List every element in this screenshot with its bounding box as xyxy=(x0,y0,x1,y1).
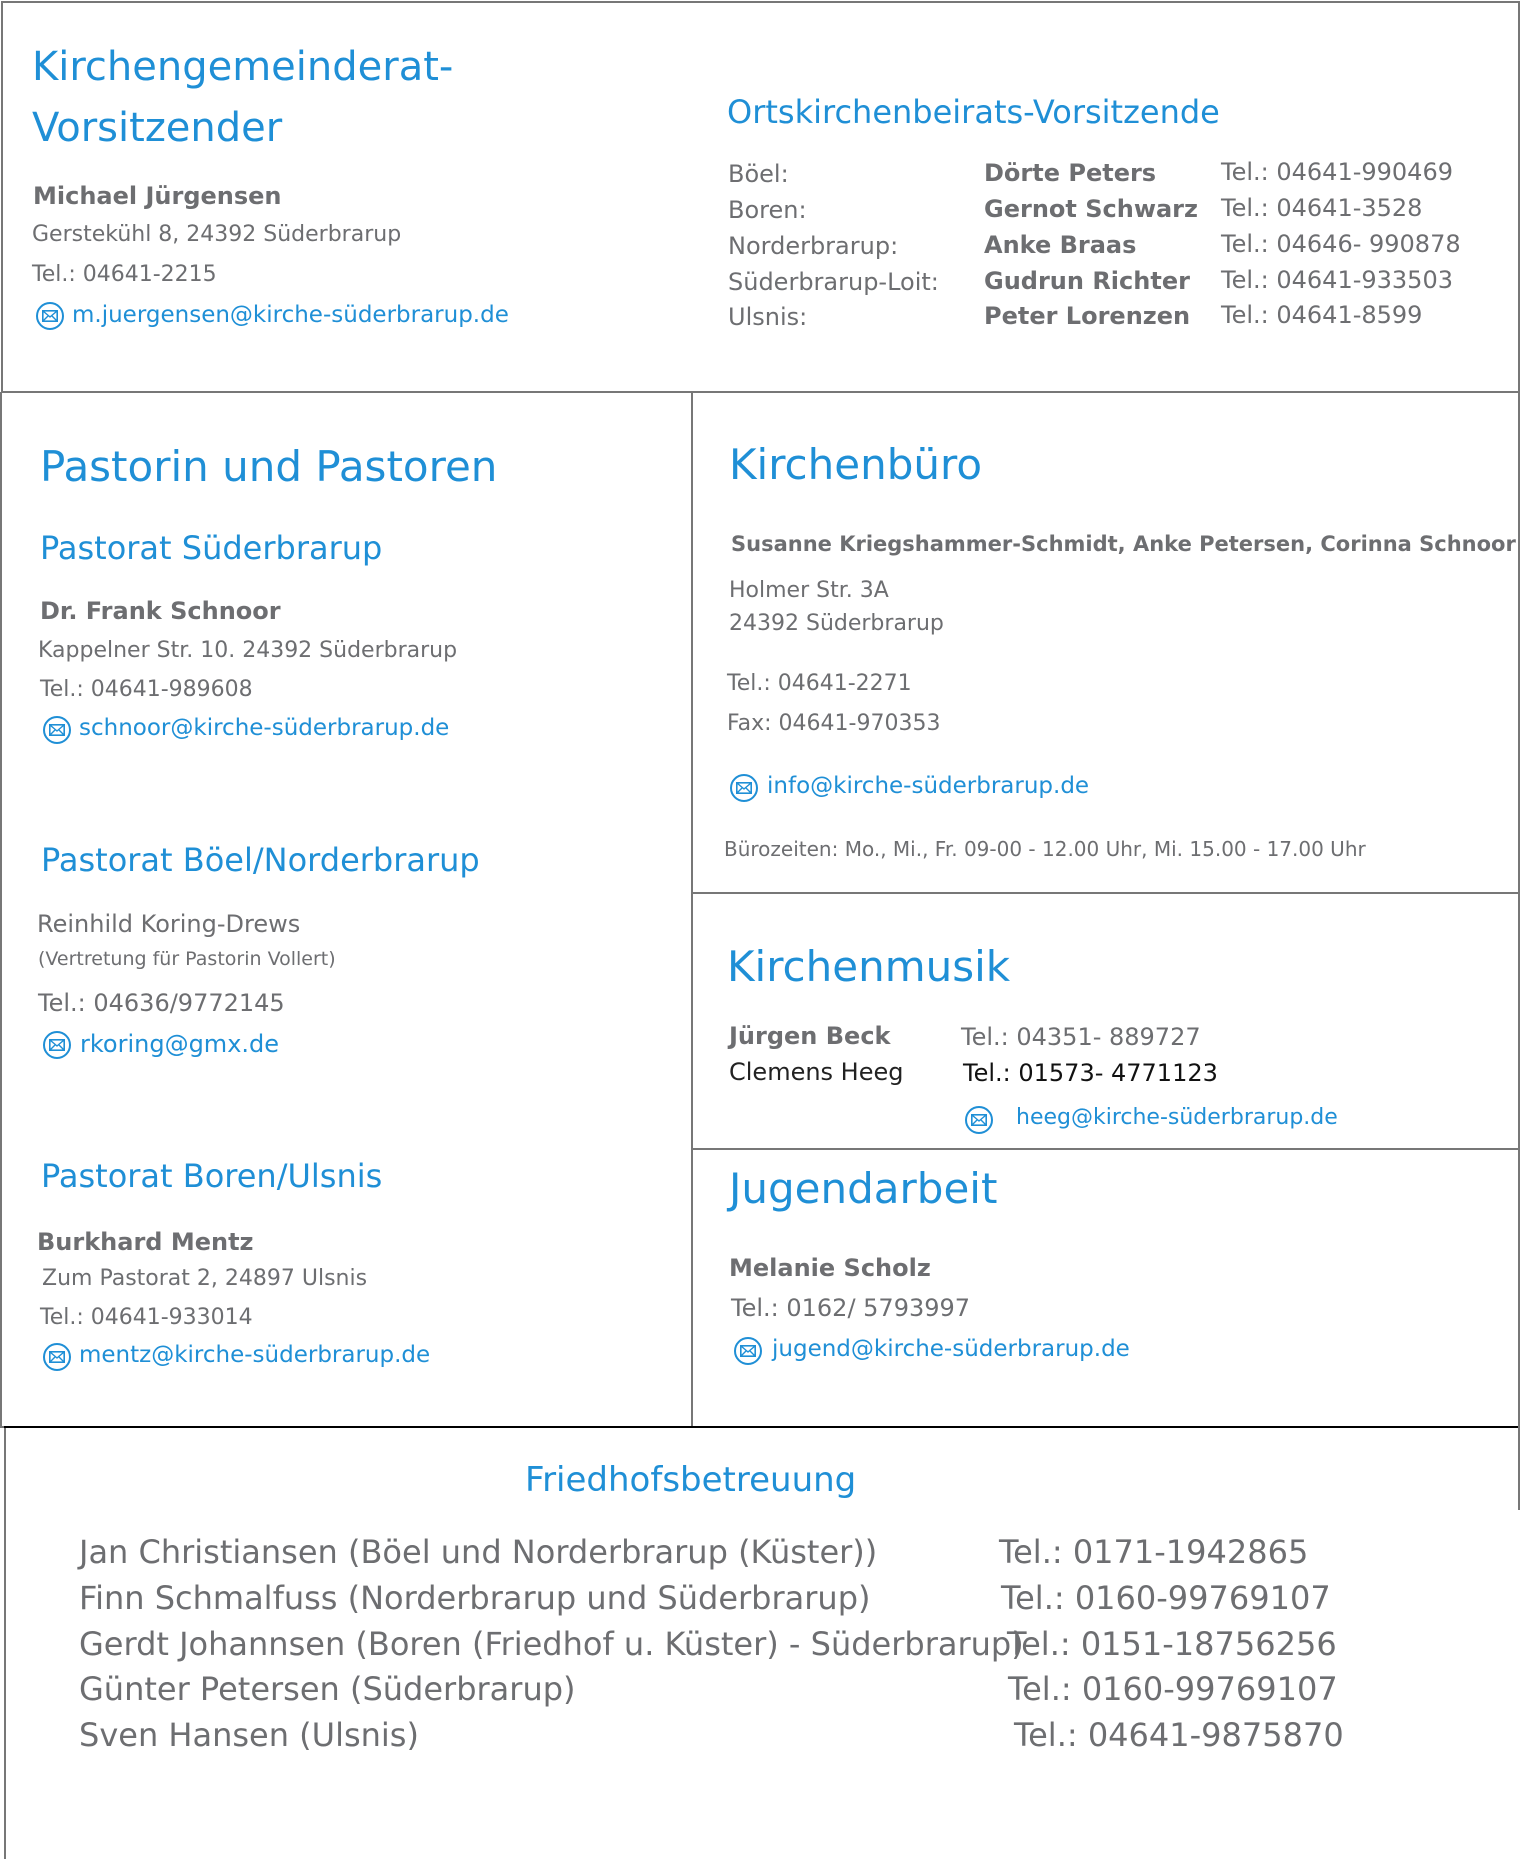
friedhof-title: Friedhofsbetreuung xyxy=(525,1460,857,1500)
jugend-name: Melanie Scholz xyxy=(729,1254,931,1282)
pastorat-suederbrarup-title: Pastorat Süderbrarup xyxy=(40,529,383,567)
okb-place-suederbrarup-loit: Süderbrarup-Loit: xyxy=(728,268,939,296)
pastorat-boren-title: Pastorat Boren/Ulsnis xyxy=(41,1157,383,1195)
kgr-title-line1: Kirchengemeinderat- xyxy=(32,44,454,90)
pastor-boel-note: (Vertretung für Pastorin Vollert) xyxy=(38,948,336,970)
musik-p2-name: Clemens Heeg xyxy=(729,1058,904,1086)
pastorat-boel-title: Pastorat Böel/Norderbrarup xyxy=(41,841,480,879)
jugend-email-link[interactable]: jugend@kirche-süderbrarup.de xyxy=(772,1336,1130,1362)
friedhof-name-2: Finn Schmalfuss (Norderbrarup und Süderbrarup) xyxy=(79,1579,871,1617)
friedhof-right-border xyxy=(1518,1426,1520,1510)
okb-name-norderbrarup: Anke Braas xyxy=(984,231,1137,259)
kgr-email-link[interactable]: m.juergensen@kirche-süderbrarup.de xyxy=(72,302,509,328)
friedhof-phone-5: Tel.: 04641-9875870 xyxy=(1014,1716,1344,1754)
kgr-name: Michael Jürgensen xyxy=(33,182,282,210)
friedhof-phone-1: Tel.: 0171-1942865 xyxy=(999,1533,1309,1571)
buero-names: Susanne Kriegshammer-Schmidt, Anke Petersen, Corinna Schnoor xyxy=(731,532,1516,556)
friedhof-phone-2: Tel.: 0160-99769107 xyxy=(1001,1579,1331,1617)
pastor-suederbrarup-email-link[interactable]: schnoor@kirche-süderbrarup.de xyxy=(79,715,450,741)
mail-icon xyxy=(43,716,71,744)
kgr-phone: Tel.: 04641-2215 xyxy=(32,262,217,287)
friedhof-name-5: Sven Hansen (Ulsnis) xyxy=(79,1716,419,1754)
mail-icon xyxy=(965,1106,993,1134)
mail-icon xyxy=(43,1343,71,1371)
mail-icon xyxy=(43,1031,71,1059)
pastor-suederbrarup-name: Dr. Frank Schnoor xyxy=(40,597,281,625)
okb-name-suederbrarup-loit: Gudrun Richter xyxy=(984,267,1190,295)
kgr-address: Gerstekühl 8, 24392 Süderbrarup xyxy=(32,222,402,247)
mail-icon xyxy=(36,302,64,330)
buero-street: Holmer Str. 3A xyxy=(729,578,889,603)
okb-phone-suederbrarup-loit: Tel.: 04641-933503 xyxy=(1221,266,1453,294)
pastor-boel-name: Reinhild Koring-Drews xyxy=(37,910,301,938)
buero-phone: Tel.: 04641-2271 xyxy=(727,671,912,696)
friedhof-left-border xyxy=(4,1426,6,1859)
okb-title: Ortskirchenbeirats-Vorsitzende xyxy=(727,93,1220,131)
jugend-title: Jugendarbeit xyxy=(729,1164,998,1213)
mail-icon xyxy=(730,774,758,802)
friedhof-name-1: Jan Christiansen (Böel und Norderbrarup (Küster)) xyxy=(79,1533,878,1571)
pastor-boren-email-link[interactable]: mentz@kirche-süderbrarup.de xyxy=(79,1342,431,1368)
buero-city: 24392 Süderbrarup xyxy=(729,611,944,636)
okb-place-norderbrarup: Norderbrarup: xyxy=(728,232,899,260)
okb-phone-ulsnis: Tel.: 04641-8599 xyxy=(1221,301,1423,329)
pastor-boren-name: Burkhard Mentz xyxy=(37,1228,254,1256)
okb-place-boel: Böel: xyxy=(728,160,789,188)
okb-phone-boel: Tel.: 04641-990469 xyxy=(1221,158,1453,186)
musik-p1-phone: Tel.: 04351- 889727 xyxy=(961,1023,1201,1051)
pastoren-title: Pastorin und Pastoren xyxy=(40,442,498,491)
pastor-suederbrarup-phone: Tel.: 04641-989608 xyxy=(40,677,253,702)
buero-fax: Fax: 04641-970353 xyxy=(727,711,941,736)
friedhof-name-3: Gerdt Johannsen (Boren (Friedhof u. Küster) - Süderbrarup) xyxy=(79,1625,1024,1663)
okb-name-ulsnis: Peter Lorenzen xyxy=(984,302,1191,330)
friedhof-name-4: Günter Petersen (Süderbrarup) xyxy=(79,1670,576,1708)
buero-title: Kirchenbüro xyxy=(729,440,983,489)
okb-place-boren: Boren: xyxy=(728,196,807,224)
musik-p1-name: Jürgen Beck xyxy=(729,1022,891,1050)
musik-title: Kirchenmusik xyxy=(727,942,1011,991)
okb-phone-boren: Tel.: 04641-3528 xyxy=(1221,194,1423,222)
friedhof-phone-3: Tel.: 0151-18756256 xyxy=(1007,1625,1337,1663)
okb-name-boel: Dörte Peters xyxy=(984,159,1157,187)
okb-phone-norderbrarup: Tel.: 04646- 990878 xyxy=(1221,230,1461,258)
jugend-phone: Tel.: 0162/ 5793997 xyxy=(731,1294,971,1322)
friedhof-phone-4: Tel.: 0160-99769107 xyxy=(1008,1670,1338,1708)
buero-hours: Bürozeiten: Mo., Mi., Fr. 09-00 - 12.00 Uhr, Mi. 15.00 - 17.00 Uhr xyxy=(724,837,1366,861)
buero-email-link[interactable]: info@kirche-süderbrarup.de xyxy=(767,773,1090,799)
pastor-boel-email-link[interactable]: rkoring@gmx.de xyxy=(80,1030,280,1058)
pastor-suederbrarup-address: Kappelner Str. 10. 24392 Süderbrarup xyxy=(38,638,458,663)
okb-place-ulsnis: Ulsnis: xyxy=(728,303,808,331)
kgr-title-line2: Vorsitzender xyxy=(32,105,283,151)
pastor-boren-address: Zum Pastorat 2, 24897 Ulsnis xyxy=(42,1266,368,1291)
musik-p2-phone: Tel.: 01573- 4771123 xyxy=(963,1059,1218,1087)
pastor-boren-phone: Tel.: 04641-933014 xyxy=(40,1305,253,1330)
mail-icon xyxy=(734,1337,762,1365)
okb-name-boren: Gernot Schwarz xyxy=(984,195,1198,223)
pastor-boel-phone: Tel.: 04636/9772145 xyxy=(38,989,285,1017)
friedhof-top-border xyxy=(4,1426,1520,1428)
musik-email-link[interactable]: heeg@kirche-süderbrarup.de xyxy=(1016,1105,1338,1130)
